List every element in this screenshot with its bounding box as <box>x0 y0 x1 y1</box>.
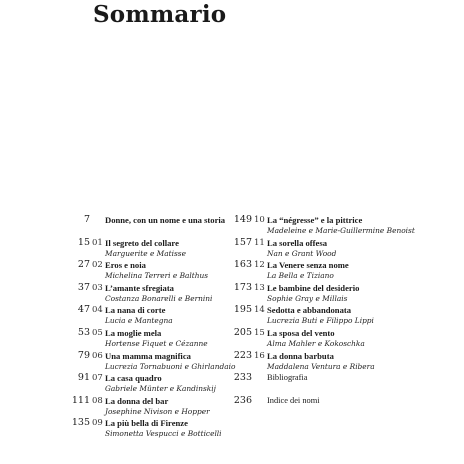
toc-chapter-title: La “négresse” e la pittrice <box>267 215 363 225</box>
toc-chapter-subtitle: Gabriele Münter e Kandinskij <box>105 384 216 394</box>
toc-chapter-subtitle: Hortense Fiquet e Cézanne <box>105 339 208 348</box>
toc-chapter-title: La nana di corte <box>105 305 166 316</box>
toc-chapter-subtitle: Maddalena Ventura e Ribera <box>267 361 375 371</box>
toc-chapter-title: La sorella offesa <box>267 237 327 248</box>
toc-page-number: 7 <box>83 214 90 225</box>
toc-chapter-title: Una mamma magnifica <box>105 350 191 361</box>
toc-chapter-title: La donna barbuta <box>267 350 334 361</box>
toc-chapter-number: 06 <box>92 350 103 361</box>
toc-chapter-number: 01 <box>92 237 103 248</box>
toc-chapter-subtitle: Marguerite e Matisse <box>105 248 186 258</box>
toc-page-number: 53 <box>77 327 90 338</box>
toc-chapter-subtitle: Sophie Gray e Millais <box>267 293 348 303</box>
toc-chapter-subtitle: Lucrezia Buti e Filippo Lippi <box>267 316 374 326</box>
toc-page-number: 135 <box>71 417 90 429</box>
toc-chapter-title: Bibliografia <box>267 373 308 383</box>
toc-chapter-subtitle: Josephine Nivison e Hopper <box>105 406 210 416</box>
toc-page-number: 236 <box>233 394 252 406</box>
toc-chapter-title: La moglie mela <box>105 328 162 338</box>
toc-page-number: 149 <box>233 214 252 225</box>
toc-page-number: 233 <box>233 372 252 384</box>
toc-page-number: 37 <box>77 281 90 293</box>
toc-chapter-title: La donna del bar <box>105 395 169 406</box>
toc-chapter-number: 16 <box>254 350 265 361</box>
toc-chapter-title: La Venere senza nome <box>267 260 349 271</box>
toc-chapter-number: 03 <box>92 282 103 293</box>
toc-chapter-number: 10 <box>254 215 265 225</box>
toc-chapter-title: La più bella di Firenze <box>105 418 188 429</box>
toc-chapter-title: La casa quadro <box>105 373 162 384</box>
toc-page-number: 223 <box>233 349 252 361</box>
toc-chapter-number: 02 <box>92 260 103 271</box>
toc-chapter-subtitle: Nan e Grant Wood <box>267 248 337 258</box>
toc-page-number: 79 <box>77 349 90 361</box>
toc-chapter-number: 08 <box>92 395 103 406</box>
toc-entry[interactable] <box>70 417 230 443</box>
toc-page-number: 15 <box>77 236 90 248</box>
toc-chapter-number: 13 <box>254 282 265 293</box>
toc-page-number: 205 <box>233 327 252 338</box>
toc-chapter-number: 07 <box>92 373 103 384</box>
toc-chapter-title: La sposa del vento <box>267 328 335 338</box>
toc-page-number: 163 <box>233 259 252 271</box>
toc-chapter-number: 04 <box>92 305 103 316</box>
toc-chapter-title: Sedotta e abbandonata <box>267 305 352 316</box>
toc-chapter-number: 15 <box>254 328 265 338</box>
toc-chapter-subtitle: Simonetta Vespucci e Botticelli <box>105 429 222 439</box>
toc-chapter-title: L’amante sfregiata <box>105 282 174 293</box>
toc-entry[interactable] <box>232 395 464 421</box>
toc-chapter-subtitle: Lucia e Mantegna <box>105 316 173 326</box>
page-title: Sommario <box>93 1 227 28</box>
toc-chapter-subtitle: Lucrezia Tornabuoni e Ghirlandaio <box>105 361 236 371</box>
toc-chapter-title: Donne, con un nome e una storia <box>105 215 226 225</box>
toc-chapter-number: 12 <box>254 260 265 271</box>
toc-chapter-title: Eros e noia <box>105 260 146 271</box>
toc-chapter-number: 09 <box>92 418 103 429</box>
toc-chapter-number: 14 <box>254 305 265 316</box>
toc-chapter-subtitle: Costanza Bonarelli e Bernini <box>105 293 213 303</box>
toc-chapter-number: 11 <box>254 237 265 248</box>
toc-chapter-title: Le bambine del desiderio <box>267 282 360 293</box>
toc-page-number: 91 <box>77 372 90 384</box>
toc-page-number: 27 <box>77 259 90 271</box>
toc-page-number: 173 <box>233 281 252 293</box>
toc-page-number: 195 <box>233 304 252 316</box>
toc-chapter-title: Il segreto del collare <box>105 237 179 248</box>
toc-chapter-title: Indice dei nomi <box>267 395 320 405</box>
toc-page-number: 157 <box>233 236 252 248</box>
toc-page-number: 111 <box>71 394 90 406</box>
toc-chapter-subtitle: Michelina Terreri e Balthus <box>105 271 209 281</box>
toc-chapter-subtitle: Madeleine e Marie-Guillermine Benoist <box>267 226 415 235</box>
toc-chapter-number: 05 <box>92 328 103 338</box>
toc-page-number: 47 <box>77 304 90 316</box>
toc-chapter-subtitle: Alma Mahler e Kokoschka <box>267 339 365 348</box>
toc-chapter-subtitle: La Bella e Tiziano <box>267 271 334 281</box>
